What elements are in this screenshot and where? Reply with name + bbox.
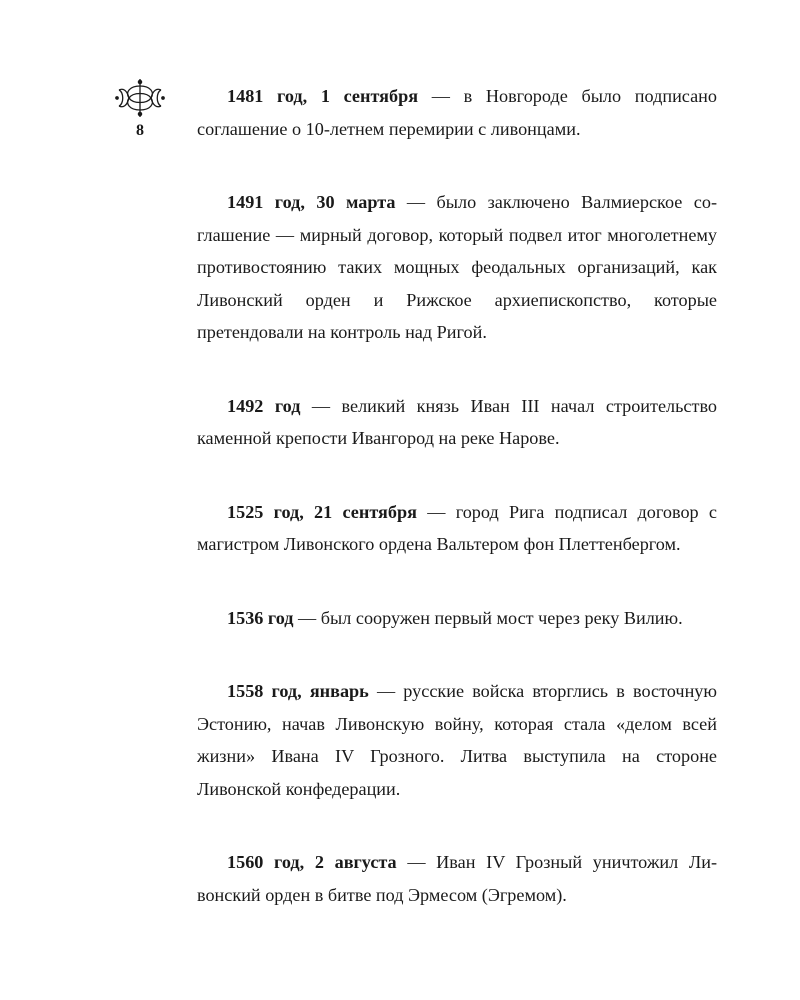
entry-date: 1525 год, 21 сентября bbox=[227, 501, 417, 522]
entry-date: 1558 год, январь bbox=[227, 681, 369, 701]
chronology-entry bbox=[197, 390, 717, 455]
entry-text: — было заключено Валмиерское соглашение — мирный договор, который подвел итог многолетнему противостоянию таких мощных феодальных организаций, как Ливонский орден и Рижское архиепископство, которые претендовали на контроль над Ригой. bbox=[197, 192, 718, 342]
page-marker bbox=[112, 78, 168, 140]
celtic-knot-ornament-icon bbox=[115, 78, 165, 118]
entry-text: — русские войска вторглись в восточную Эстонию, начав Ливонскую войну, которая стала «делом всей жизни» Ивана IV Грозного. Литва выступила на стороне Ливонской конфедерации. bbox=[197, 681, 717, 799]
entry-date: 1492 год bbox=[227, 395, 301, 416]
chronology-entry bbox=[197, 186, 717, 349]
entry-date: 1560 год, 2 августа bbox=[227, 852, 397, 872]
entry-text: — был сооружен первый мост через реку Вилию. bbox=[293, 607, 683, 628]
chronology-entry bbox=[197, 80, 717, 145]
entry-text: — город Рига подписал договор с магистром Ливонского ордена Вальтером фон Плеттенбергом. bbox=[197, 501, 717, 554]
page-number: 8 bbox=[136, 122, 144, 139]
chronology-text bbox=[197, 80, 717, 952]
chronology-entry bbox=[197, 496, 717, 561]
entry-text: — Иван IV Грозный уничтожил Ливонский орден в битве под Эрмесом (Эгремом). bbox=[197, 852, 717, 905]
entry-text: — в Новгороде было подписано соглашение о 10-летнем перемирии с ливонцами. bbox=[197, 86, 717, 139]
entry-date: 1536 год bbox=[227, 607, 294, 628]
entry-text: — великий князь Иван III начал строительство каменной крепости Ивангород на реке Нарове. bbox=[197, 395, 718, 448]
chronology-entry bbox=[197, 846, 717, 911]
entry-date: 1491 год, 30 марта bbox=[227, 192, 396, 212]
entry-date: 1481 год, 1 сентября bbox=[227, 86, 419, 106]
chronology-entry bbox=[197, 675, 717, 805]
chronology-entry bbox=[197, 602, 717, 635]
